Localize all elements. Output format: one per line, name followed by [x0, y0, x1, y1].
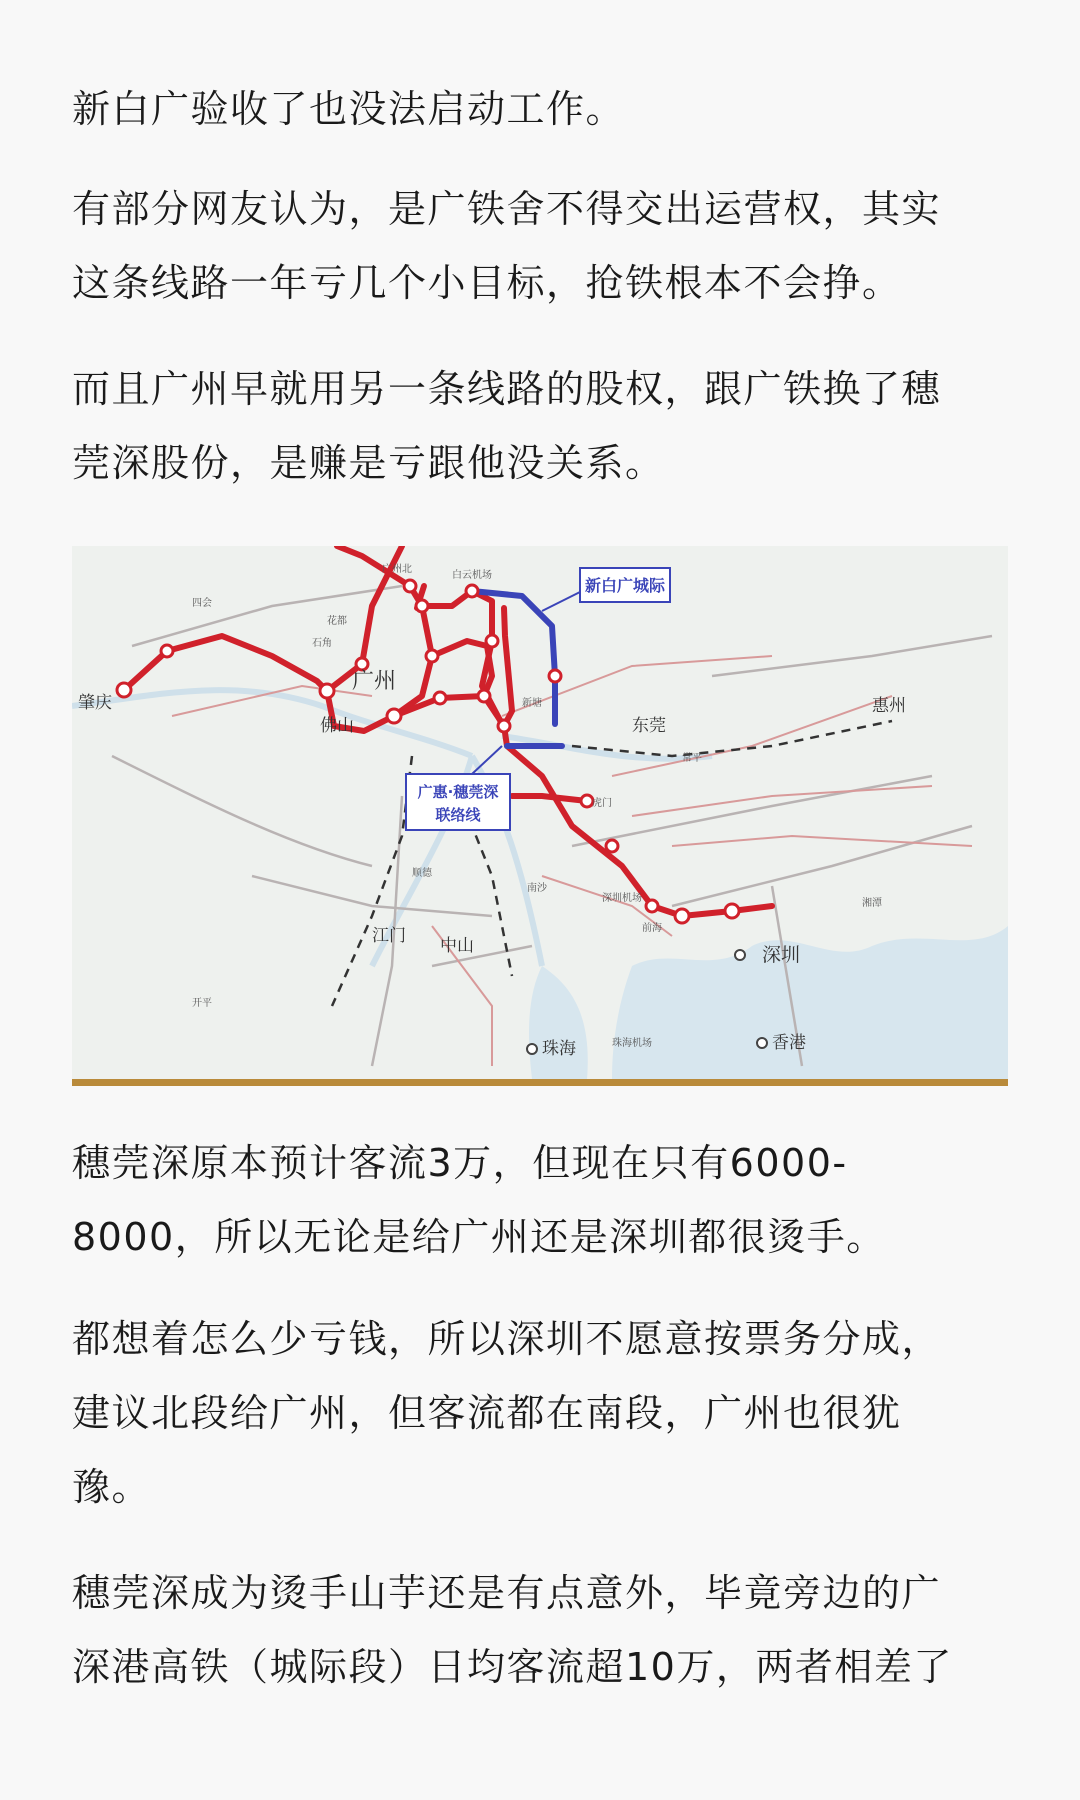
- callout-guanghui-line2: 联络线: [435, 806, 481, 824]
- paragraph: [72, 1302, 1008, 1524]
- city-zhuhai: 珠海: [542, 1039, 576, 1059]
- paragraph-line: 有部分网友认为，是广铁舍不得交出运营权，其实: [72, 187, 942, 231]
- paragraph: [72, 352, 1008, 500]
- paragraph-line: 8000，所以无论是给广州还是深圳都很烫手。: [72, 1215, 886, 1259]
- paragraph-line: 穗莞深成为烫手山芋还是有点意外，毕竟旁边的广: [72, 1571, 942, 1615]
- paragraph-line: 莞深股份，是赚是亏跟他没关系。: [72, 441, 665, 485]
- city-guangzhou: 广州: [352, 669, 397, 694]
- map-bottom-rule: [72, 1079, 1008, 1086]
- paragraph-line: 都想着怎么少亏钱，所以深圳不愿意按票务分成，: [72, 1317, 942, 1361]
- callout-guanghui-line1: 广惠·穗莞深: [417, 783, 499, 801]
- station-zhaoqing: [117, 683, 131, 697]
- svg-text:顺德: 顺德: [412, 868, 432, 879]
- city-jiangmen: 江门: [372, 926, 406, 946]
- svg-text:南沙: 南沙: [527, 883, 547, 894]
- paragraph: [72, 1126, 1008, 1274]
- svg-text:前海: 前海: [642, 923, 662, 934]
- svg-text:湘潭: 湘潭: [862, 898, 882, 909]
- paragraph: [72, 72, 1008, 146]
- city-dongguan: 东莞: [632, 716, 666, 736]
- svg-text:石角: 石角: [312, 638, 332, 649]
- paragraph-line: 建议北段给广州，但客流都在南段，广州也很犹: [72, 1391, 902, 1435]
- paragraph-line: 新白广验收了也没法启动工作。: [72, 87, 626, 131]
- paragraph-line: 穗莞深原本预计客流3万，但现在只有6000-: [72, 1141, 848, 1185]
- city-huizhou: 惠州: [872, 696, 906, 716]
- paragraph-line: 豫。: [72, 1465, 152, 1509]
- svg-text:白云机场: 白云机场: [452, 570, 492, 581]
- paragraph: [72, 172, 1008, 320]
- svg-text:花都: 花都: [327, 616, 347, 627]
- callout-xinbaiguang-label: 新白广城际: [584, 576, 666, 595]
- paragraph-line: 深港高铁（城际段）日均客流超10万，两者相差了: [72, 1645, 953, 1689]
- map-canvas: [72, 546, 1008, 1079]
- rail-network-map[interactable]: [72, 546, 1008, 1086]
- city-foshan: 佛山: [320, 716, 354, 736]
- city-zhongshan: 中山: [440, 936, 474, 956]
- svg-text:虎门: 虎门: [592, 798, 612, 809]
- city-zhaoqing: 肇庆: [78, 693, 112, 713]
- svg-text:新塘: 新塘: [522, 698, 542, 709]
- svg-text:开平: 开平: [192, 998, 212, 1009]
- svg-text:广州北: 广州北: [382, 564, 412, 575]
- svg-text:常平: 常平: [682, 753, 702, 764]
- paragraph-line: 这条线路一年亏几个小目标，抢铁根本不会挣。: [72, 261, 902, 305]
- city-hongkong: 香港: [772, 1033, 806, 1053]
- svg-text:深圳机场: 深圳机场: [602, 893, 642, 904]
- paragraph-line: 而且广州早就用另一条线路的股权，跟广铁换了穗: [72, 367, 942, 411]
- paragraph: [72, 1556, 1008, 1704]
- svg-text:珠海机场: 珠海机场: [612, 1038, 652, 1049]
- city-shenzhen: 深圳: [762, 944, 801, 966]
- svg-text:四会: 四会: [192, 598, 212, 609]
